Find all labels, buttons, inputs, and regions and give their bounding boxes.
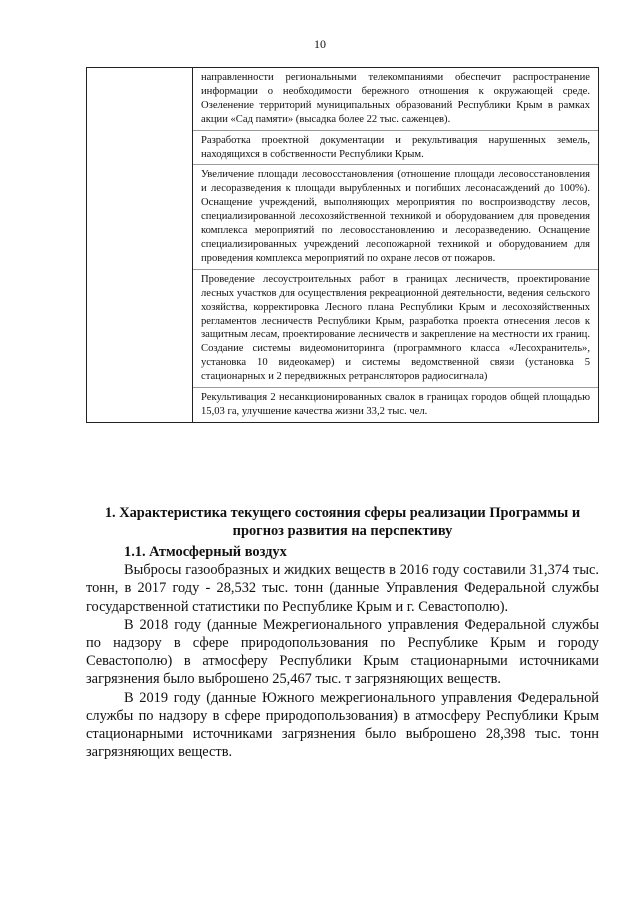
table-row [87,68,599,423]
program-table [86,67,599,423]
body-paragraph: Выбросы газообразных и жидких веществ в 2016 году составили 31,374 тыс. тонн, в 2017 году - 28,532 тыс. тонн (данные Управления Федеральной службы государственной статистики по Республике Крым и г. Севастополю). [86,562,599,615]
page-number: 10 [314,37,326,51]
table-cell-paragraph: Проведение лесоустроительных работ в границах лесничеств, проектирование лесных участков для осуществления рекреационной деятельности, ведения сельского хозяйства, корректировка Лесного плана Республики Крым и лесохозяйственных регламентов лесничеств Республики Крым, разработка проекта отнесения лесов к защитным лесам, проектирование лесничеств и закрепление на местности их границ. Создание системы видеомониторинга (программного класса «Лесохранитель», установка 10 видеокамер) и системы ведомственной связи (установка 5 стационарных и 2 передвижных ретрансляторов радиосигнала) [193,269,598,387]
body-paragraph: В 2019 году (данные Южного межрегионального управления Федеральной службы по надзору в сфере природопользования) в атмосферу Республики Крым стационарными источниками загрязнения было выброшено 28,398 тыс. тонн загрязняющих веществ. [86,689,599,761]
table-cell-paragraph: Разработка проектной документации и рекультивация нарушенных земель, находящихся в собственности Республики Крым. [193,130,598,165]
section-heading: 1. Характеристика текущего состояния сферы реализации Программы и прогноз развития на перспективу [104,505,581,539]
subsection-heading: 1.1. Атмосферный воздух [124,544,287,560]
table-cell-paragraph: направленности региональными телекомпаниями обеспечит распространение информации о необходимости бережного отношения к окружающей среде. Озеленение территорий муниципальных образований Республики Крым в рамках акции «Сад памяти» (высадка более 22 тыс. саженцев). [201,72,590,125]
table-cell-left [87,68,193,423]
table-cell-paragraph: Рекультивация 2 несанкционированных свалок в границах городов общей площадью 15,03 га, улучшение качества жизни 33,2 тыс. чел. [193,387,598,422]
table-cell-right [193,68,599,423]
body-paragraph: В 2018 году (данные Межрегионального управления Федеральной службы по надзору в сфере природопользования по Республике Крым и городу Севастополю) в атмосферу Республики Крым стационарными источниками загрязнения было выброшено 25,467 тыс. т загрязняющих веществ. [86,616,599,688]
table-cell-paragraph: Увеличение площади лесовосстановления (отношение площади лесовосстановления и лесоразведения к площади вырубленных и погибших лесонасаждений до 100%). Оснащение учреждений, выполняющих мероприятия по воспроизводству лесов, специализированной лесохозяйственной техникой и оборудованием для проведения комплекса мероприятий по лесовосстановлению и лесоразведению. Оснащение специализированных учреждений лесопожарной техникой и оборудованием для проведения комплекса мероприятий по охране лесов от пожаров. [193,164,598,268]
section-body [86,543,599,761]
